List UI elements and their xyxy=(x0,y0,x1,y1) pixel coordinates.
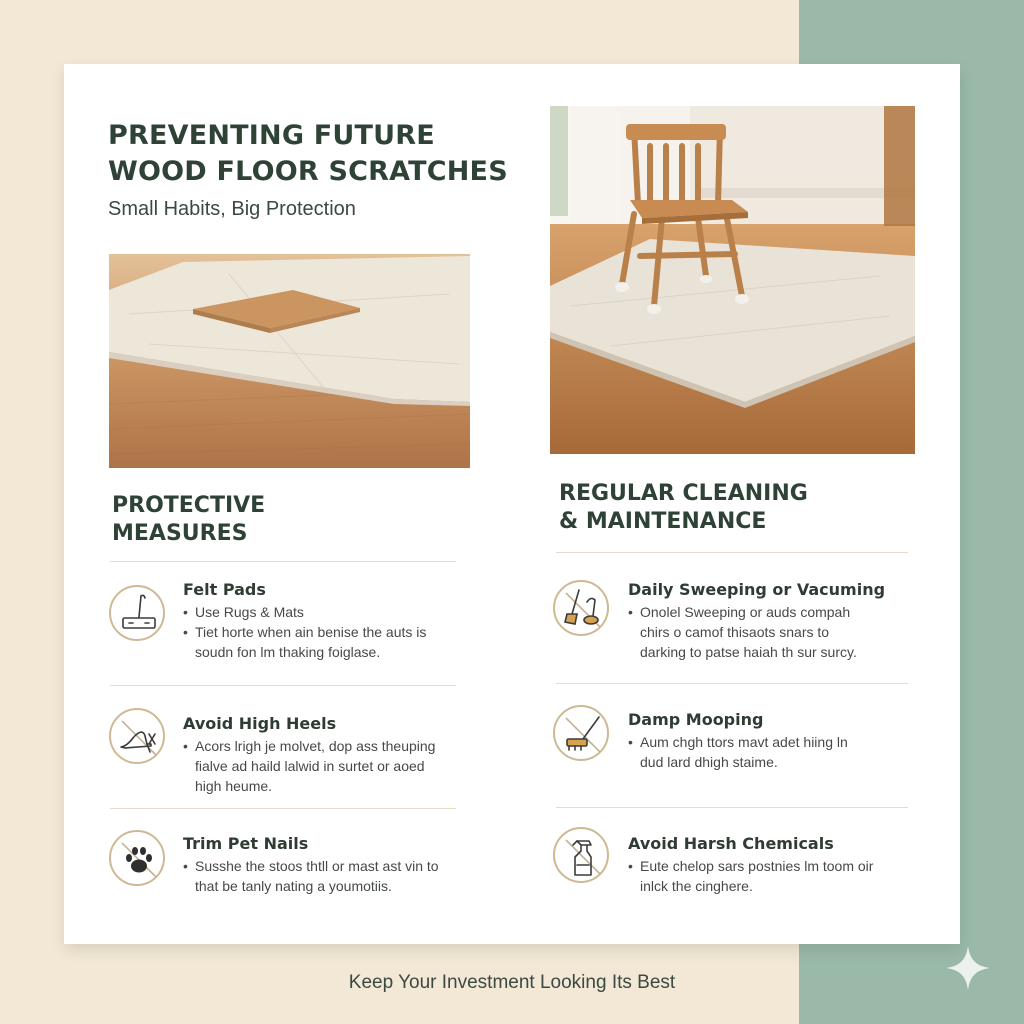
cleaning-maintenance-heading xyxy=(559,480,808,536)
heading-line-2: MEASURES xyxy=(112,521,248,546)
item-line: soudn fon lm thaking foiglase. xyxy=(195,644,381,660)
no-spray-bottle-icon xyxy=(553,827,609,883)
item-line: • Eute chelop sars postnies lm toom oir xyxy=(628,858,874,874)
section-divider xyxy=(110,561,456,562)
broom-vacuum-icon xyxy=(553,580,609,636)
item-line: • Onolel Sweeping or auds compah xyxy=(628,604,851,620)
item-description xyxy=(628,602,857,662)
mop-icon xyxy=(553,705,609,761)
section-divider xyxy=(556,552,908,553)
heading-line-2: & MAINTENANCE xyxy=(559,509,767,534)
felt-pad-icon xyxy=(109,585,165,641)
item-title: Daily Sweeping or Vacuming xyxy=(628,580,886,599)
item-description xyxy=(183,602,426,662)
item-line: inlck the cinghere. xyxy=(640,878,753,894)
item-line: darking to patse haiah th sur surcy. xyxy=(640,644,857,660)
title-line-1: PREVENTING FUTURE xyxy=(108,120,435,151)
item-title: Avoid Harsh Chemicals xyxy=(628,834,834,853)
item-line: • Aum chgh ttors mavt adet hiing ln xyxy=(628,734,848,750)
item-description xyxy=(183,856,439,896)
item-line: fialve ad haild lalwid in surtet or aoed xyxy=(195,758,425,774)
item-description xyxy=(628,732,848,772)
item-title: Avoid High Heels xyxy=(183,714,337,733)
item-line: that be tanly nating a youmotiis. xyxy=(195,878,392,894)
title-line-2: WOOD FLOOR SCRATCHES xyxy=(108,156,508,187)
item-line: • Acors lrigh je molvet, dop ass theuping xyxy=(183,738,436,754)
item-divider xyxy=(110,808,456,809)
item-line: • Tiet horte when ain benise the auts is xyxy=(183,624,427,640)
protective-measures-heading xyxy=(112,492,265,548)
heading-line-1: PROTECTIVE xyxy=(112,493,266,518)
item-line: chirs o camof thisaots snars to xyxy=(640,624,830,640)
item-title: Trim Pet Nails xyxy=(183,834,309,853)
item-divider xyxy=(556,683,908,684)
paw-print-icon xyxy=(109,830,165,886)
page-title xyxy=(108,118,508,190)
item-line: dud lard dhigh staime. xyxy=(640,754,778,770)
item-description xyxy=(183,736,435,796)
footer-tagline: Keep Your Investment Looking Its Best xyxy=(348,972,676,993)
item-line: high heume. xyxy=(195,778,273,794)
heading-line-1: REGULAR CLEANING xyxy=(559,481,808,506)
no-high-heels-icon xyxy=(109,708,165,764)
chair-on-rug-photo xyxy=(550,106,915,454)
item-line: • Susshe the stoos thtll or mast ast vin to xyxy=(183,858,439,874)
item-divider xyxy=(556,807,908,808)
rug-photo xyxy=(109,254,470,468)
item-line: • Use Rugs & Mats xyxy=(183,604,304,620)
page-subtitle: Small Habits, Big Protection xyxy=(108,198,356,220)
item-description xyxy=(628,856,873,896)
item-title: Damp Mooping xyxy=(628,710,764,729)
item-divider xyxy=(110,685,456,686)
sparkle-icon xyxy=(944,944,992,997)
item-title: Felt Pads xyxy=(183,580,266,599)
